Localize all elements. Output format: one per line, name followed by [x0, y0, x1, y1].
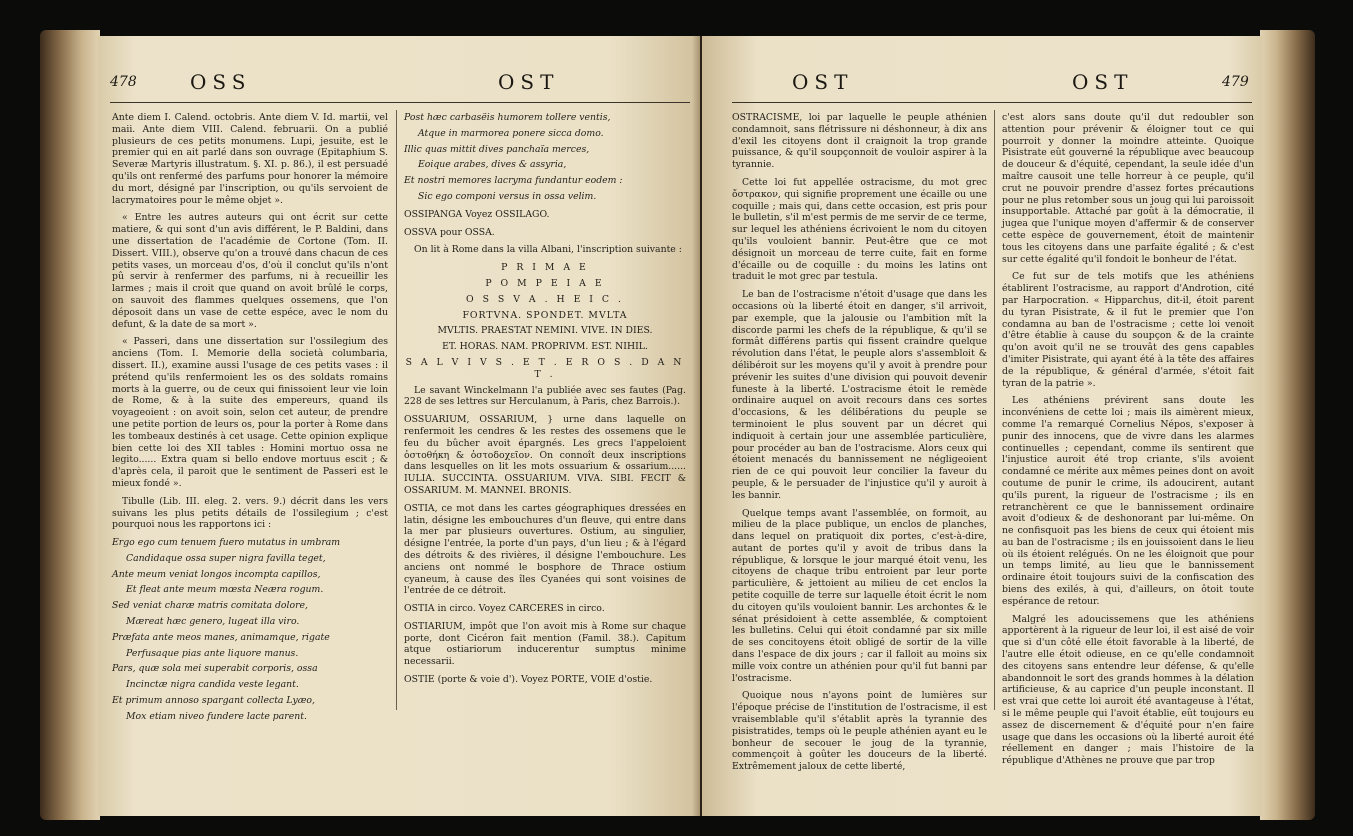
paragraph: c'est alors sans doute qu'il dut redoubler son attention pour prévenir & éloigner tout ce qui pourroit y donner la moindre atteinte. Quoique Pisistrate eût gouverné la république avec beaucoup de douceur & d'équité, cependant, la seule idée d'un maître causoit une telle horreur à ce peuple, qu'il crut ne pouvoir prendre d'assez fortes précautions pour ne plus retomber sous un joug qui lui paroissoit insupportable. Attaché par goût à la démocratie, il jugea que l'unique moyen d'affermir & de conserver cette espèce de gouvernement, étoit de maintenir tous les citoyens dans une parfaite égalité ; & c'est sur cette égalité qu'il fondoit le bonheur de l'état.	[1002, 112, 1254, 265]
paragraph: Les athéniens prévirent sans doute les inconvéniens de cette loi ; mais ils aimèrent mieux, comme l'a remarqué Cornelius Népos, s'exposer à punir des innocens, que de vivre dans les alarmes continuelles ; cependant, comme ils sentirent que l'injustice auroit été trop criante, s'ils avoient condamné ce mérite aux mêmes peines dont on avoit coutume de punir le crime, ils adoucirent, autant qu'ils purent, la rigueur de l'ostracisme ; ils en retranchèrent ce que le bannissement ordinaire avoit d'odieux & de deshonorant par lui-même. On ne confisquoit pas les biens de ceux qui étoient mis au ban de l'ostracisme ; ils en jouissoient dans le lieu où ils étoient relégués. On ne les éloignoit que pour un temps limité, au lieu que le bannissement ordinaire étoit toujours suivi de la confiscation des biens des exilés, à qui, d'ailleurs, on ôtoit toute espérance de retour.	[1002, 395, 1254, 607]
left-column-1	[112, 112, 388, 727]
verse-line: Et fleat ante meum mœsta Neæra rogum.	[126, 584, 324, 596]
verse-line: Perfusaque pias ante liquore manus.	[126, 647, 299, 659]
page-number-left: 478	[110, 74, 137, 90]
paragraph: Malgré les adoucissemens que les athéniens apportèrent à la rigueur de leur loi, il est aisé de voir que si d'un côté elle étoit favorable à la liberté, de l'autre elle étoit odieuse, en ce qu'elle condamnoit des citoyens sans entendre leur défense, & qu'elle abandonnoit le sort des grands hommes à la délation artificieuse, & au caprice d'un peuple inconstant. Il est vrai que cette loi auroit été avantageuse à l'état, si le même peuple qui l'avoit établie, eût toujours eu assez de discernement & d'équité pour n'en faire usage que dans les occasions où la liberté auroit été réellement en danger ; mais l'histoire de la république d'Athènes ne prouve que par trop	[1002, 613, 1254, 767]
verse-line: Et primum annoso spargant collecta Lyæo,	[112, 695, 315, 707]
inscription-line: P O M P E I A E	[485, 277, 605, 289]
paragraph: Ce fut sur de tels motifs que les athéniens établirent l'ostracisme, au rapport d'Androtion, cité par Harpocration. « Hipparchus, dit-il, étoit parent du tyran Pisistrate, & il fut le premier que l'on condamna au ban de l'ostracisme ; cette loi venoit d'être établie à cause du soupçon & de la crainte qu'on avoit qu'il ne se trouvât des gens capables d'imiter Pisistrate, qui ayant été à la tête des affaires de la république, & général d'armée, s'étoit fait tyran de la patrie ».	[1002, 271, 1254, 389]
right-column-2	[1002, 112, 1254, 773]
inscription-line: P R I M A E	[501, 262, 589, 274]
verse-line: Sic ego componi versus in ossa velim.	[418, 190, 597, 202]
verse-line: Candidaque ossa super nigra favilla teget,	[126, 552, 326, 564]
verse-line: Post hæc carbasëis humorem tollere ventis,	[404, 112, 611, 123]
right-page	[702, 36, 1262, 816]
inscription-line: FORTVNA. SPONDET. MVLTA	[462, 309, 628, 321]
left-page-edges	[40, 30, 100, 820]
paragraph: Le ban de l'ostracisme n'étoit d'usage que dans les occasions où la liberté étoit en danger, s'il arrivoit, par exemple, que la jalousie ou l'ambition mît la discorde parmi les chefs de la république, & qu'il se formât différens partis qui fissent craindre quelque révolution dans l'état, le peuple alors s'assembloit & délibéroit sur les moyens qu'il y avoit à prendre pour prévenir les suites d'une division qui pouvoit devenir funeste à la liberté. L'ostracisme étoit le remède ordinaire auquel on avoit recours dans ces sortes d'occasions, & les délibérations du peuple se terminoient le plus souvent par un décret qui indiquoit à certain jour une assemblée particulière, pour procéder au ban de l'ostracisme. Alors ceux qui étoient menacés du bannissement ne négligeoient rien de ce qui pouvoit leur concilier la faveur du peuple, & le persuader de l'injustice qu'il y auroit à les bannir.	[732, 289, 987, 501]
paragraph: Tibulle (Lib. III. eleg. 2. vers. 9.) décrit dans les vers suivans les plus petits détails de l'ossilegium ; c'est pourquoi nous les rapportons ici :	[112, 495, 388, 531]
running-head-left: OSS	[190, 70, 252, 94]
verse-line: Ante meum veniat longos incompta capillos,	[112, 568, 321, 580]
right-page-edges	[1260, 30, 1315, 820]
verse-line: Illic quas mittit dives panchaïa merces,	[404, 143, 590, 155]
running-head-right-col1: OST	[792, 70, 854, 94]
entry-ossva: OSSVA pour OSSA.	[404, 226, 495, 238]
inscription-line: O S S V A . H E I C .	[466, 293, 624, 305]
entry-ostie: OSTIE (porte & voie d'). Voyez PORTE, VOIE d'ostie.	[404, 674, 653, 686]
entry-ostia: OSTIA, ce mot dans les cartes géographiques dressées en latin, désigne les embouchures d'un fleuve, qui entre dans la mer par plusieurs ouvertures. Ostium, au singulier, désigne l'entrée, la porte d'un pays, d'un lieu ; & à l'égard des détroits & des rivières, il désigne l'embouchure. Les anciens ont nommé le bosphore de Thrace ostium cyaneum, à cause des îles Cyanées qui sont voisines de l'entrée de ce détroit.	[404, 502, 686, 597]
header-rule	[110, 102, 690, 103]
column-divider	[994, 110, 995, 710]
verse-line: Incinctæ nigra candida veste legant.	[126, 679, 299, 691]
entry-ostia-in-circo: OSTIA in circo. Voyez CARCERES in circo.	[404, 603, 605, 615]
running-head-left-col2: OST	[498, 70, 560, 94]
verse-line: Sed veniat charæ matris comitata dolore,	[112, 600, 308, 612]
verse-line: Ergo ego cum tenuem fuero mutatus in umbram	[112, 537, 341, 549]
entry-ostiarium: OSTIARIUM, impôt que l'on avoit mis à Rome sur chaque porte, dont Cicéron fait mention (Famil. 38.). Capitum atque ostiariorum inducerentur sumptus minime necessarii.	[404, 620, 686, 668]
running-head-right: OST	[1072, 70, 1134, 94]
paragraph: Quoique nous n'ayons point de lumières sur l'époque précise de l'institution de l'ostracisme, il est vraisemblable qu'il s'établit après la tyrannie des pisistratides, temps où le peuple athénien ayant eu le bonheur de secouer le joug de la tyrannie, commençoit à goûter les douceurs de la liberté. Extrêmement jaloux de cette liberté,	[732, 690, 987, 773]
inscription-line: S A L V I V S . E T . E R O S . D A N T .	[405, 356, 685, 380]
paragraph: « Entre les autres auteurs qui ont écrit sur cette matiere, & qui sont d'un avis différent, le P. Baldini, dans une dissertation de l'académie de Cortone (Tom. II. Dissert. VIII.), observe qu'on a trouvé dans chacun de ces petits vases, un morceau d'os, d'où il conclut qu'ils n'ont pû servir à renfermer des parfums, ni à recueillir les larmes ; mais il croit que quand on avoit brûlé le corps, on sauvoit des flammes quelques ossemens, que l'on déposoit dans un vase de cette espéce, avec le nom du defunt, & la date de sa mort ».	[112, 212, 388, 330]
left-page	[98, 36, 700, 816]
right-column-1	[732, 112, 987, 779]
entry-ossipanga: OSSIPANGA Voyez OSSILAGO.	[404, 208, 550, 220]
paragraph: Quelque temps avant l'assemblée, on formoit, au milieu de la place publique, un enclos de planches, dans lequel on pratiquoit dix portes, c'est-à-dire, autant de portes qu'il y avoit de tribus dans la république, & lorsque le jour marqué étoit venu, les citoyens de chaque tribu entroient par leur porte particulière, & jettoient au milieu de cet enclos la petite coquille de terre sur laquelle étoit écrit le nom du citoyen qu'ils vouloient bannir. Les archontes & le sénat présidoient à cette assemblée, & comptoient les bulletins. Celui qui étoit condamné par six mille de ses concitoyens étoit obligé de sortir de la ville dans l'espace de dix jours ; car il falloit au moins six mille voix contre un athénien pour qu'il fut banni par l'ostracisme.	[732, 507, 987, 684]
header-rule	[732, 102, 1252, 103]
verse-line: Præfata ante meos manes, animamque, rigate	[112, 631, 330, 643]
verse-line: Atque in marmorea ponere sicca domo.	[418, 127, 604, 139]
paragraph: « Passeri, dans une dissertation sur l'ossilegium des anciens (Tom. I. Memorie della società columbaria, dissert. II.), examine aussi l'usage de ces petits vases : il prétend qu'ils renfermoient les os des soldats romains morts à la guerre, ou de ceux qui finissoient leur vie loin de Rome, & à la suite des empereurs, quand ils voyageoient : on avoit soin, selon cet auteur, de prendre une petite portion de leurs os, pour la porter à Rome dans les tombeaux destinés à cet usage. Cette opinion explique bien cette loi des XII tables : Homini mortuo ossa ne legito...... Extra quam si bello endove mortuus escit ; & d'après cela, il paroit que le sentiment de Passeri est le mieux fondé ».	[112, 336, 388, 489]
inscription-line: ET. HORAS. NAM. PROPRIVM. EST. NIHIL.	[442, 341, 648, 353]
verse-line: Et nostri memores lacryma fundantur eodem :	[404, 175, 623, 187]
left-column-2	[404, 112, 686, 692]
paragraph: Ante diem I. Calend. octobris. Ante diem V. Id. martii, vel maii. Ante diem VIII. Calend. februarii. On a publié plusieurs de ces petits monumens. Lupi, jesuite, est le premier qui en ait parlé dans son ouvrage (Epitaphium S. Severæ Martyris illustratum. §. XI. p. 86.), il est persuadé qu'ils ont renfermé des parfums pour honorer la mémoire du mort, désigné par l'inscription, ou qu'ils servoient de lacrymatoires pour le même objet ».	[112, 112, 388, 206]
verse-line: Mæreat hæc genero, lugeat illa viro.	[126, 616, 300, 628]
inscription-line: MVLTIS. PRAESTAT NEMINI. VIVE. IN DIES.	[437, 325, 653, 337]
paragraph: On lit à Rome dans la villa Albani, l'inscription suivante :	[414, 244, 682, 256]
column-divider	[396, 110, 397, 710]
entry-ostracisme: OSTRACISME, loi par laquelle le peuple athénien condamnoit, sans flétrissure ni déshonneur, à dix ans d'exil les citoyens dont il craignoit la trop grande puissance, & qu'il soupçonnoit de vouloir aspirer à la tyrannie.	[732, 112, 987, 171]
paragraph: Le savant Winckelmann l'a publiée avec ses fautes (Pag. 228 de ses lettres sur Herculanum, à Paris, chez Barrois.).	[404, 384, 686, 408]
verse-line: Pars, quæ sola mei superabit corporis, ossa	[112, 663, 318, 675]
paragraph: Cette loi fut appellée ostracisme, du mot grec ὄστρακον, qui signifie proprement une écaille ou une coquille ; mais qui, dans cette occasion, est pris pour le bulletin, s'il m'est permis de me servir de ce terme, sur lequel les athéniens écrivoient le nom du citoyen qu'ils vouloient bannir. Peut-être que ce mot désignoit un morceau de terre cuite, fait en forme d'écaille ou de coquille : du moins les latins ont traduit le mot grec par testula.	[732, 176, 987, 283]
verse-line: Mox etiam niveo fundere lacte parent.	[126, 710, 307, 722]
verse-line: Eoique arabes, dives & assyria,	[418, 159, 567, 171]
open-book	[40, 22, 1315, 822]
entry-ossuarium: OSSUARIUM, OSSARIUM, } urne dans laquelle on renfermoit les cendres & les restes des ossemens que le feu du bûcher avoit épargnés. Les grecs l'appeloient ὀστοθήκη & ὀστοδοχεῖον. On connoît deux inscriptions dans lesquelles on lit les mots ossuarium & ossarium...... IULIA. SUCCINTA. OSSUARIUM. VIVA. SIBI. FECIT & OSSARIUM. M. MANNEI. BRONIS.	[404, 414, 686, 496]
page-number-right: 479	[1222, 74, 1249, 90]
